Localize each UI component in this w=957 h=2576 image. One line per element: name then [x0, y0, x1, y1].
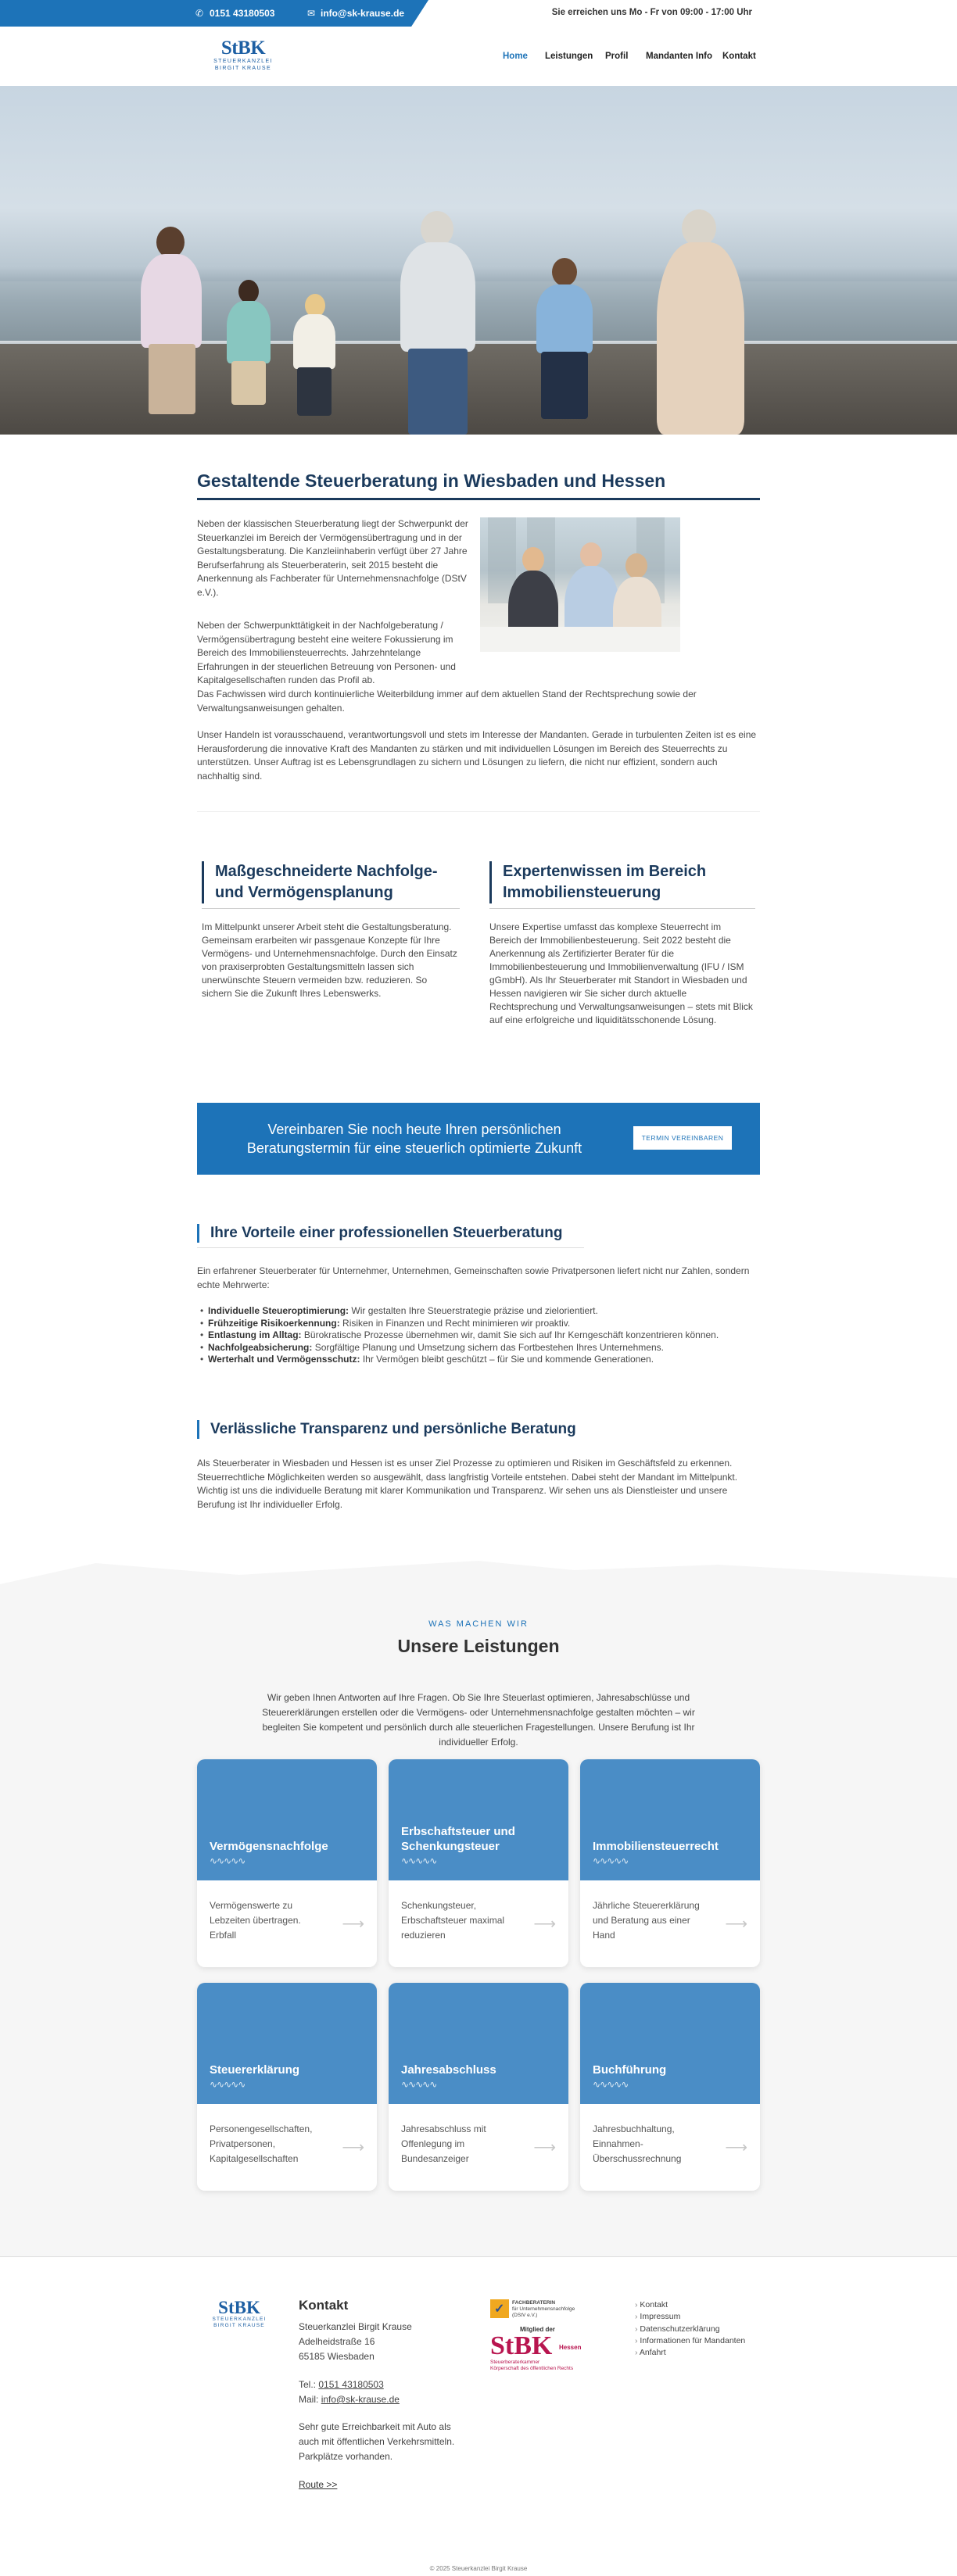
footer-street: Adelheidstraße 16	[299, 2336, 375, 2347]
service-card-title: Vermögensnachfolge	[210, 1840, 328, 1853]
list-item	[197, 1318, 719, 1330]
wave-icon: ∿∿∿∿∿	[593, 1855, 629, 1866]
footer-note: Sehr gute Erreichbarkeit mit Auto als auch mit öffentlichen Verkehrsmitteln. Parkplätze vorhanden.	[299, 2421, 455, 2462]
service-card-vermoegensnachfolge[interactable]	[197, 1759, 377, 1967]
intro-title-rule	[197, 498, 760, 500]
intro-paragraph-2a	[197, 619, 472, 688]
nav-mandanten-info[interactable]: Mandanten Info	[646, 52, 712, 61]
stbk-hessen-badge	[490, 2326, 587, 2377]
service-card-header	[580, 1759, 760, 1880]
figure-man-left	[141, 254, 202, 348]
logo-subline-1: STEUERKANZLEI	[213, 59, 273, 64]
badge2-sub2: Körperschaft des öffentlichen Rechts	[490, 2366, 574, 2371]
top-email-link[interactable]: info@sk-krause.de	[321, 8, 405, 19]
arrow-right-icon[interactable]: ⟶	[725, 2139, 747, 2156]
wave-icon: ∿∿∿∿∿	[593, 2079, 629, 2090]
figure-grandfather-legs	[408, 349, 468, 435]
badge2-logo: StBK	[490, 2331, 553, 2360]
footer-logo-subline-1: STEUERKANZLEI	[212, 2317, 267, 2322]
service-card-header	[580, 1983, 760, 2104]
footer-phone-link[interactable]: 0151 43180503	[318, 2379, 384, 2390]
site-header	[0, 27, 957, 86]
list-item-text: Sorgfältige Planung und Umsetzung sichern das Fortbestehen Ihres Unternehmens.	[312, 1341, 664, 1353]
nav-leistungen[interactable]: Leistungen	[545, 52, 593, 61]
list-item	[197, 1305, 719, 1318]
hero-beach	[0, 344, 957, 435]
services-intro: Wir geben Ihnen Antworten auf Ihre Fragen. Ob Sie Ihre Steuerlast optimieren, Jahresabschlüsse und Steuererklärungen erstellen oder die Vermögens- oder Unternehmensnachfolge gestalten möchten – wir begleiten Sie kompetent und persönlich durch alle steuerlichen Fragestellungen. Unsere Berufung ist Ihr individueller Erfolg.	[262, 1692, 695, 1748]
list-item	[197, 1329, 719, 1342]
transparenz-title: Verlässliche Transparenz und persönliche Beratung	[197, 1420, 576, 1439]
intro-title: Gestaltende Steuerberatung in Wiesbaden und Hessen	[197, 470, 666, 491]
footer-link-mandanten[interactable]: › Informationen für Mandanten	[635, 2335, 745, 2347]
footer-link-impressum[interactable]: › Impressum	[635, 2311, 745, 2323]
figure-head	[238, 280, 259, 303]
column-text-immobilien: Unsere Expertise umfasst das komplexe Steuerrecht im Bereich der Immobilienbesteuerung. Seit 2022 besteht die Anerkennung als Zertifizierter Berater für die Immobilienbesteuerung und Immobilienverwaltung (IFU / ISM gGmbH). Als Ihr Steuerberater mit Standort in Wiesbaden und Hessen navigieren wir Sie sicher durch aktuelle Rechtsprechung und Verwaltungsanweisungen – stets mit Blick auf eine erfolgreiche und liquiditätsschonende Lösung.	[489, 921, 753, 1025]
nav-kontakt[interactable]: Kontakt	[722, 52, 756, 61]
list-item-bold: Entlastung im Alltag:	[208, 1329, 302, 1340]
figure-child-1-legs	[231, 361, 266, 405]
top-bar	[0, 0, 957, 27]
footer-links	[635, 2299, 745, 2359]
arrow-right-icon[interactable]: ⟶	[725, 1916, 747, 1933]
service-card-text: Jährliche Steuererklärung und Beratung aus einer Hand	[593, 1900, 700, 1941]
logo-text: StBK	[220, 38, 266, 59]
badge-text	[512, 2300, 575, 2319]
arrow-right-icon[interactable]: ⟶	[533, 2139, 556, 2156]
vorteile-title: Ihre Vorteile einer professionellen Steuerberatung	[197, 1224, 563, 1243]
column-title-immobilien: Expertenwissen im Bereich Immobiliensteuerung	[489, 861, 755, 903]
service-card-text: Schenkungsteuer, Erbschaftsteuer maximal reduzieren	[401, 1900, 505, 1941]
figure-child-3	[536, 284, 593, 353]
footer-company: Steuerkanzlei Birgit Krause	[299, 2321, 412, 2332]
phone-icon: ✆	[195, 8, 204, 19]
list-item	[197, 1342, 719, 1354]
figure-shorts	[149, 344, 195, 414]
footer-contact-lines	[299, 2377, 400, 2407]
cta-text: Vereinbaren Sie noch heute Ihren persönlichen Beratungstermin für eine steuerlich optimierte Zukunft	[246, 1122, 582, 1156]
footer-mail-link[interactable]: info@sk-krause.de	[321, 2394, 400, 2405]
service-card-jahresabschluss[interactable]	[389, 1983, 568, 2191]
services-kicker: WAS MACHEN WIR	[428, 1619, 529, 1629]
footer-mail-line	[299, 2392, 400, 2407]
footer-phone-label: Tel.:	[299, 2379, 317, 2390]
section-divider	[197, 811, 760, 812]
intro-paragraph-2: Neben der Schwerpunkttätigkeit in der Nachfolgeberatung / Vermögensübertragung besteht eine weitere Fokussierung im Bereich des Immobiliensteuerrechts. Jahrzehntelange Erfahrungen in der steuerlichen Betreuung von Personen- und Kapitalgesellschaften runden das Profil ab.	[197, 620, 456, 685]
badge-line-1: FACHBERATERIN	[512, 2300, 556, 2306]
footer-address	[299, 2320, 412, 2364]
column-rule	[489, 908, 755, 909]
services-title: Unsere Leistungen	[397, 1636, 560, 1656]
footer-link-datenschutz[interactable]: › Datenschutzerklärung	[635, 2324, 745, 2335]
service-card-erbschaftsteuer[interactable]	[389, 1759, 568, 1967]
service-card-buchfuehrung[interactable]	[580, 1983, 760, 2191]
service-card-header	[389, 1983, 568, 2104]
vorteile-rule	[197, 1247, 584, 1248]
wave-icon: ∿∿∿∿∿	[210, 1855, 246, 1866]
list-item-bold: Werterhalt und Vermögensschutz:	[208, 1354, 360, 1365]
badge-line-3: (DStV e.V.)	[512, 2313, 538, 2318]
site-logo[interactable]	[210, 39, 277, 72]
service-card-header	[197, 1759, 377, 1880]
logo-subline-2: BIRGIT KRAUSE	[214, 66, 272, 71]
vorteile-intro: Ein erfahrener Steuerberater für Unternehmer, Unternehmen, Gemeinschaften sowie Privatpersonen liefert nicht nur Zahlen, sondern echte Mehrwerte:	[197, 1265, 750, 1290]
figure-child-2-legs	[297, 367, 332, 416]
service-card-title: Buchführung	[593, 2063, 667, 2077]
arrow-right-icon[interactable]: ⟶	[342, 2139, 364, 2156]
intro-paragraph-3: Das Fachwissen wird durch kontinuierliche Weiterbildung immer auf dem aktuellen Stand der Rechtsprechung sowie der Verwaltungsanweisungen gehalten.	[197, 689, 697, 714]
service-card-text: Vermögenswerte zu Lebzeiten übertragen. Erbfall	[210, 1900, 301, 1941]
footer-contact-heading: Kontakt	[299, 2298, 349, 2313]
figure-grandmother	[657, 242, 744, 435]
service-card-title: Erbschaftsteuer und Schenkungsteuer	[401, 1825, 515, 1853]
service-card-text: Jahresbuchhaltung, Einnahmen-Überschussrechnung	[593, 2123, 682, 2164]
service-card-header	[389, 1759, 568, 1880]
nav-home[interactable]: Home	[503, 52, 528, 61]
wave-icon: ∿∿∿∿∿	[401, 1855, 437, 1866]
footer-divider	[0, 2256, 957, 2257]
list-item-text: Ihr Vermögen bleibt geschützt – für Sie und kommende Generationen.	[360, 1354, 654, 1365]
checkmark-icon: ✓	[490, 2299, 509, 2318]
service-card-header	[197, 1983, 377, 2104]
service-card-immobiliensteuerrecht[interactable]	[580, 1759, 760, 1967]
footer-city: 65185 Wiesbaden	[299, 2351, 375, 2362]
arrow-right-icon[interactable]: ⟶	[533, 1916, 556, 1933]
column-title-nachfolge: Maßgeschneiderte Nachfolge- und Vermögensplanung	[202, 861, 460, 903]
arrow-right-icon[interactable]: ⟶	[342, 1916, 364, 1933]
intro-paragraph-1: Neben der klassischen Steuerberatung liegt der Schwerpunkt der Steuerkanzlei im Bereich der Vermögensübertragung und in der Gestaltungsberatung. Die Kanzleiinhaberin verfügt über 27 Jahre Berufserfahrung als Steuerberaterin, seit 2015 besteht die Anerkennung als Fachberater für Unternehmensnachfolge (DStV e.V.).	[197, 518, 468, 598]
service-card-text: Jahresabschluss mit Offenlegung im Bundesanzeiger	[401, 2123, 486, 2164]
photo-person-head	[625, 553, 647, 578]
list-item-bold: Individuelle Steueroptimierung:	[208, 1305, 349, 1316]
footer-link-kontakt[interactable]: › Kontakt	[635, 2299, 745, 2311]
list-item-bold: Frühzeitige Risikoerkennung:	[208, 1317, 340, 1329]
figure-grandfather	[400, 242, 475, 352]
list-item-text: Bürokratische Prozesse übernehmen wir, damit Sie sich auf Ihr Kerngeschäft konzentrieren können.	[301, 1329, 719, 1340]
service-card-title: Steuererklärung	[210, 2063, 300, 2077]
transparenz-text: Als Steuerberater in Wiesbaden und Hessen ist es unser Ziel Prozesse zu optimieren und Risiken im Geschäftsfeld zu erkennen. Steuerrechtliche Möglichkeiten werden so ausgewählt, dass langfristig Vorteile entstehen. Dabei steht der Mandant im Mittelpunkt. Wichtig ist uns die individuelle Beratung mit klarer Kommunikation und Transparenz. Wir sehen uns als Dienstleister und unsere Berufung ist Ihr individueller Erfolg.	[197, 1458, 738, 1510]
copyright: © 2025 Steuerkanzlei Birgit Krause	[429, 2565, 528, 2572]
column-text-nachfolge: Im Mittelpunkt unserer Arbeit steht die Gestaltungsberatung. Gemeinsam erarbeiten wir passgenaue Konzepte für Ihre Vermögens- und Unternehmensnachfolge. Durch den Einsatz von praxiserprobten Gestaltungsmitteln lassen sich unerwünschte Steuern vermeiden bzw. reduzieren. So sichern Sie die Zukunft Ihres Lebenswerks.	[202, 921, 457, 999]
figure-head	[156, 227, 185, 258]
opening-hours: Sie erreichen uns Mo - Fr von 09:00 - 17:00 Uhr	[551, 8, 752, 17]
footer-mail-label: Mail:	[299, 2394, 319, 2405]
route-link[interactable]: Route >>	[299, 2479, 338, 2490]
photo-person-head	[580, 542, 602, 567]
wave-icon: ∿∿∿∿∿	[210, 2079, 246, 2090]
badge2-region: Hessen	[559, 2344, 582, 2351]
list-item-text: Risiken in Finanzen und Recht minimieren wir proaktiv.	[339, 1317, 571, 1329]
figure-head	[552, 258, 577, 286]
badge2-logo-row	[490, 2333, 587, 2360]
badge2-sub1: Steuerberaterkammer	[490, 2360, 540, 2365]
top-phone-link[interactable]: 0151 43180503	[210, 8, 275, 19]
photo-desk	[480, 627, 680, 652]
nav-profil[interactable]: Profil	[605, 52, 629, 61]
footer-link-anfahrt[interactable]: › Anfahrt	[635, 2347, 745, 2359]
column-rule	[202, 908, 460, 909]
figure-child-3-legs	[541, 352, 588, 419]
footer-phone-line	[299, 2377, 400, 2392]
figure-child-1	[227, 301, 271, 363]
list-item-text: Wir gestalten Ihre Steuerstrategie präzise und zielorientiert.	[349, 1305, 598, 1316]
termin-vereinbaren-button[interactable]: TERMIN VEREINBAREN	[633, 1126, 732, 1150]
figure-child-2	[293, 314, 335, 369]
service-card-title: Jahresabschluss	[401, 2063, 496, 2077]
service-card-title: Immobiliensteuerrecht	[593, 1840, 719, 1853]
service-card-text: Personengesellschaften, Privatpersonen, Kapitalgesellschaften	[210, 2123, 313, 2164]
service-card-steuererklaerung[interactable]	[197, 1983, 377, 2191]
badge2-top: Mitglied der	[520, 2326, 555, 2333]
footer-logo-subline-2: BIRGIT KRAUSE	[213, 2323, 265, 2328]
mail-icon: ✉	[307, 8, 316, 19]
vorteile-list	[197, 1305, 719, 1366]
team-photo	[480, 517, 680, 652]
footer-logo[interactable]	[210, 2299, 269, 2329]
cta-banner	[197, 1103, 760, 1175]
list-item	[197, 1354, 719, 1366]
intro-paragraph-4: Unser Handeln ist vorausschauend, verantwortungsvoll und stets im Interesse der Mandanten. Gerade in turbulenten Zeiten ist es eine Herausforderung die innovative Kraft des Mandanten zu stärken und mit individuellen Lösungen im Bereich des Steuerrechts zu unterstützen. Unser Auftrag ist es Lebensgrundlagen zu sichern und Lösungen zu liefern, die nicht nur effizient, sondern auch nachhaltig sind.	[197, 729, 757, 782]
figure-head	[682, 209, 716, 247]
list-item-bold: Nachfolgeabsicherung:	[208, 1341, 313, 1353]
photo-person-head	[522, 547, 544, 572]
badge-line-2: für Unternehmensnachfolge	[512, 2306, 575, 2312]
footer-logo-text: StBK	[218, 2298, 260, 2317]
wave-icon: ∿∿∿∿∿	[401, 2079, 437, 2090]
fachberaterin-badge	[490, 2299, 587, 2321]
hero-image	[0, 86, 957, 435]
